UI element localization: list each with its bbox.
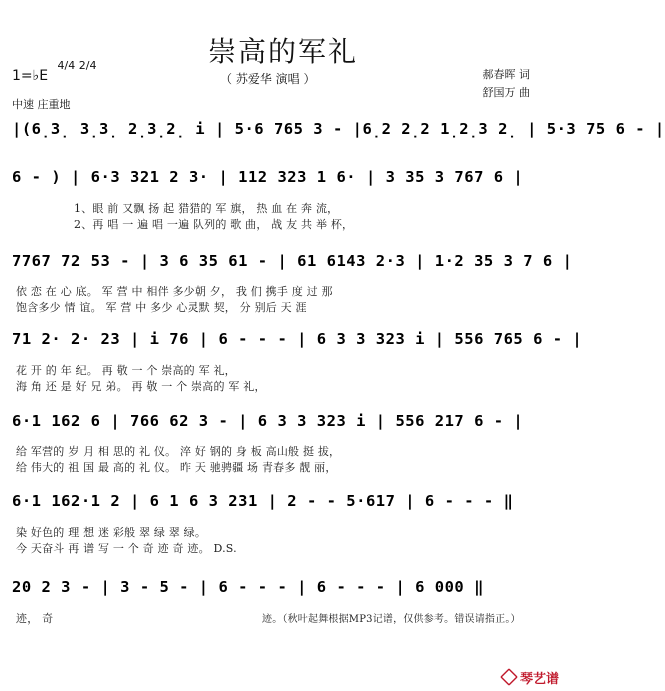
score-line-4: 71 2· 2· 23 | i 76 | 6 - - - | 6 3 3 323 i | 556 765 6 - | xyxy=(12,330,583,348)
score-line-7: 20 2 3 - | 3 - 5 - | 6 - - - | 6 - - - | 6 000 ‖ xyxy=(12,578,484,596)
composer-credit: 舒国万 曲 xyxy=(482,86,530,99)
lyric-line-7-verse-1: 迹， 奇 xyxy=(16,612,54,625)
lyric-line-4-verse-2: 海 角 还 是 好 兄 弟。 再 敬 一 个 崇高的 军 礼， xyxy=(16,380,266,393)
score-line-5: 6·1 162 6 | 766 62 3 - | 6 3 3 323 i | 556 217 6 - | xyxy=(12,412,524,430)
lyric-line-6-verse-1: 染 好色的 理 想 迷 彩般 翠 绿 翠 绿。 xyxy=(16,526,207,539)
transcription-note: 迹。（秋叶起舞根据MP3记谱，仅供参考。错误请指正。） xyxy=(262,614,521,625)
lyric-line-4-verse-1: 花 开 的 年 纪。 再 敬 一 个 崇高的 军 礼， xyxy=(16,364,236,377)
lyricist-credit: 郝春晖 词 xyxy=(482,68,530,81)
score-line-3: 7767 72 53 - | 3 6 35 61 - | 61 6143 2·3 | 1·2 35 3 7 6 | xyxy=(12,252,573,270)
tempo-marking: 中速 庄重地 xyxy=(12,98,71,111)
watermark-text: 琴艺谱 xyxy=(520,672,560,687)
lyric-line-6-verse-2: 今 天奋斗 再 谱 写 一 个 奇 迹 奇 迹。 D.S. xyxy=(16,542,237,555)
performer-credit: （ 苏爱华 演唱 ） xyxy=(220,72,316,86)
lyric-line-3-verse-1: 依 恋 在 心 底。 军 营 中 相伴 多少朝 夕， 我 们 携手 度 过 那 xyxy=(16,285,333,298)
score-line-2: 6 - ) | 6·3 321 2 3· | 112 323 1 6· | 3 35 3 767 6 | xyxy=(12,168,524,186)
lyric-line-2-verse-1: 1、眼 前 又飘 扬 起 猎猎的 军 旗， 热 血 在 奔 流， xyxy=(74,202,339,215)
lyric-line-5-verse-2: 给 伟大的 祖 国 最 高的 礼 仪。 昨 天 驰骋疆 场 青春多 靓 丽， xyxy=(16,461,337,474)
watermark-icon xyxy=(500,668,518,686)
page-title: 崇高的军礼 xyxy=(207,35,358,68)
time-signature: 4/4 2/4 xyxy=(57,59,97,72)
lyric-line-3-verse-2: 饱含多少 情 谊。 军 营 中 多少 心灵默 契， 分 别后 天 涯 xyxy=(16,301,307,314)
lyric-line-2-verse-2: 2、再 唱 一 遍 唱 一遍 队列的 歌 曲， 战 友 共 举 杯， xyxy=(74,218,354,231)
lyric-line-5-verse-1: 给 军营的 岁 月 相 思的 礼 仪。 淬 好 钢的 身 板 高山般 挺 拔， xyxy=(16,445,341,458)
watermark-logo xyxy=(500,668,559,687)
score-line-1: |(6̣3̣ 3̣3̣ 2̣3̣2̣ i | 5·6 765 3 - |6̣2 2̣2 1̣2̣3 2̣ | 5·3 75 6 - | xyxy=(12,120,665,138)
score-line-6: 6·1 162·1 2 | 6 1 6 3 231 | 2 - - 5·617 | 6 - - - ‖ xyxy=(12,492,514,510)
key-signature: 1=♭E xyxy=(12,68,49,84)
